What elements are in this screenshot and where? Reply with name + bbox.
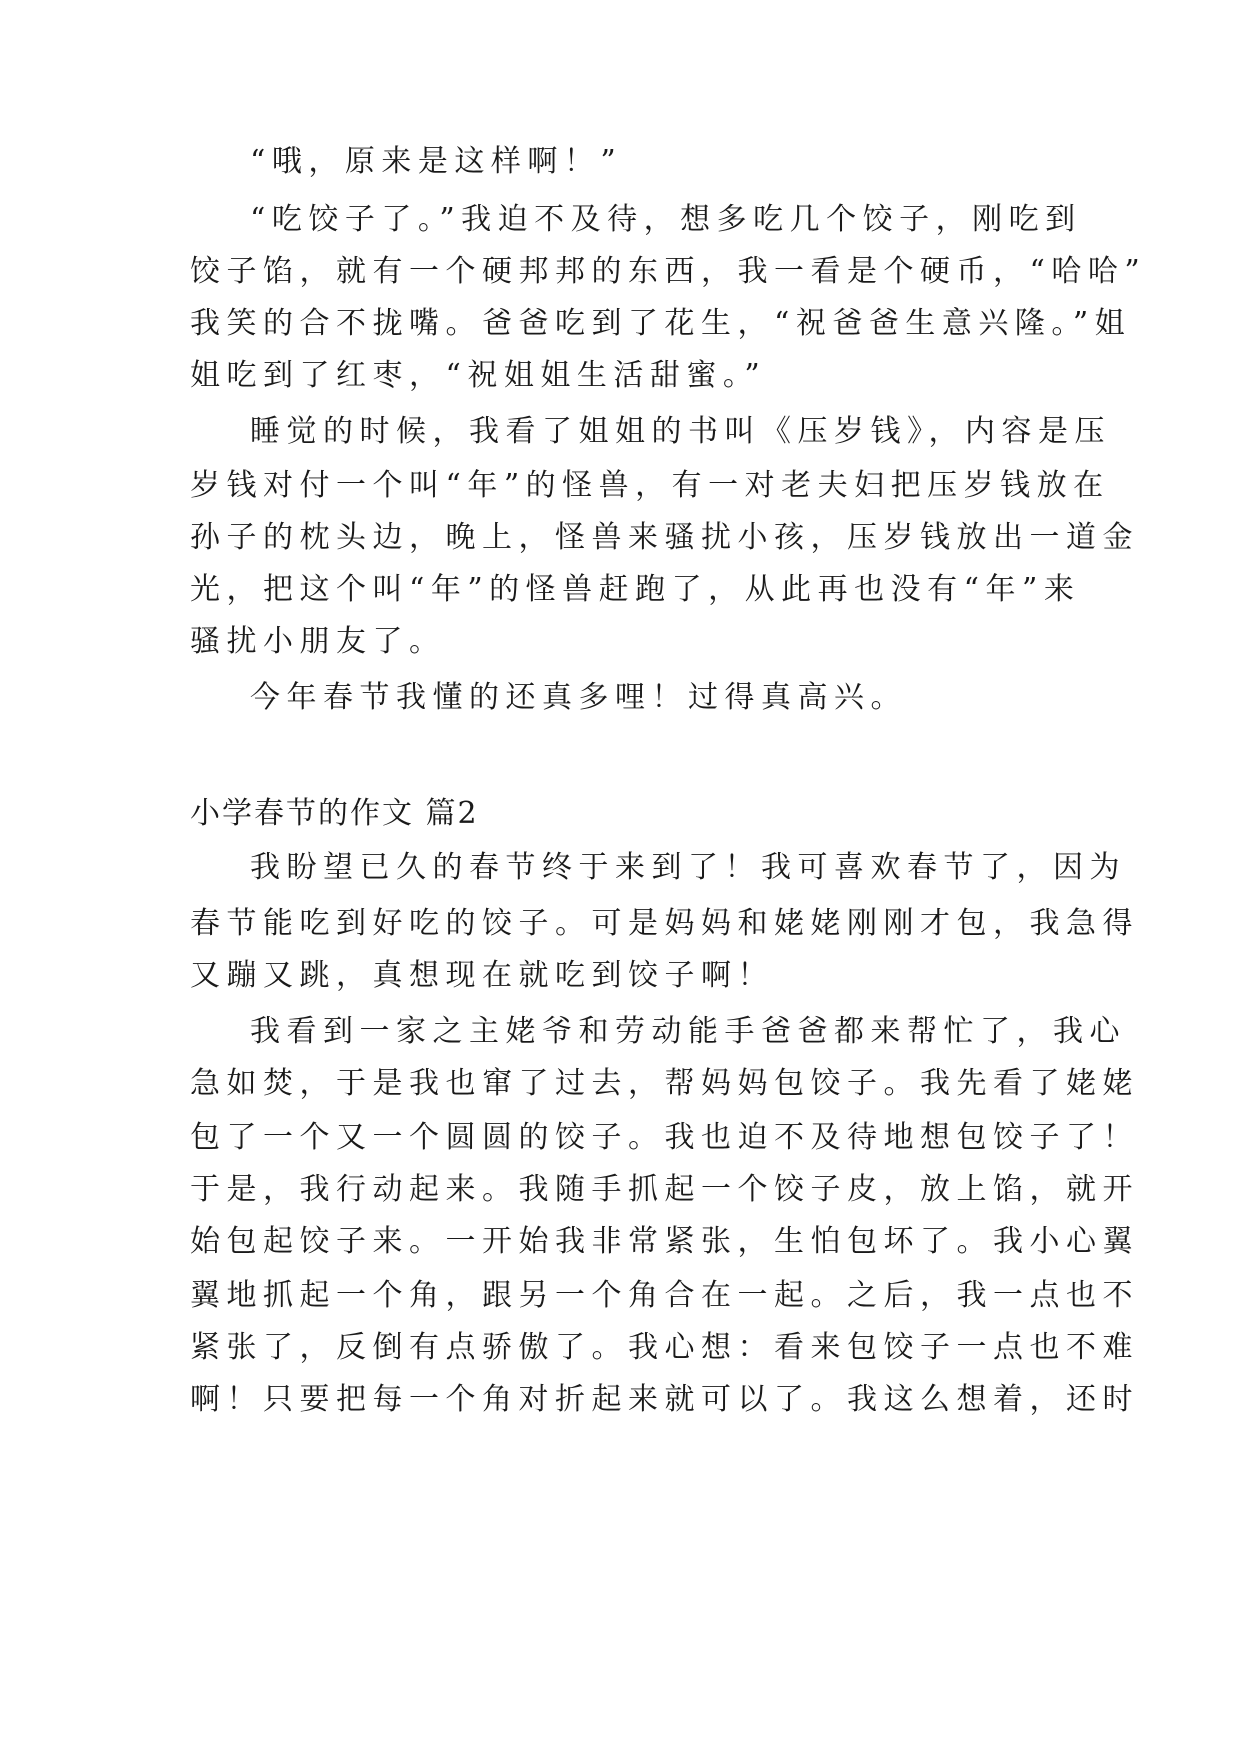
paragraph-line: 光，把这个叫“年”的怪兽赶跑了，从此再也没有“年”来 bbox=[190, 572, 1081, 607]
paragraph-line: 睡觉的时候，我看了姐姐的书叫《压岁钱》，内容是压 bbox=[250, 414, 1111, 449]
section-heading: 小学春节的作文 篇2 bbox=[190, 796, 479, 831]
paragraph-line: 始包起饺子来。一开始我非常紧张，生怕包坏了。我小心翼 bbox=[190, 1224, 1139, 1259]
paragraph-line: 啊！只要把每一个角对折起来就可以了。我这么想着，还时 bbox=[190, 1382, 1139, 1417]
paragraph-line: 骚扰小朋友了。 bbox=[190, 624, 446, 659]
paragraph-line: “吃饺子了。”我迫不及待，想多吃几个饺子，刚吃到 bbox=[250, 202, 1082, 237]
paragraph-line: 饺子馅，就有一个硬邦邦的东西，我一看是个硬币，“哈哈” bbox=[190, 254, 1147, 289]
paragraph-line: 春节能吃到好吃的饺子。可是妈妈和姥姥刚刚才包，我急得 bbox=[190, 906, 1139, 941]
paragraph-line: 于是，我行动起来。我随手抓起一个饺子皮，放上馅，就开 bbox=[190, 1172, 1139, 1207]
paragraph-line: 又蹦又跳，真想现在就吃到饺子啊！ bbox=[190, 958, 774, 993]
paragraph-line: 今年春节我懂的还真多哩！过得真高兴。 bbox=[250, 680, 907, 715]
paragraph-line: 我笑的合不拢嘴。爸爸吃到了花生，“祝爸爸生意兴隆。”姐 bbox=[190, 306, 1132, 341]
paragraph-line: “哦，原来是这样啊！” bbox=[250, 144, 623, 179]
paragraph-line: 包了一个又一个圆圆的饺子。我也迫不及待地想包饺子了！ bbox=[190, 1120, 1139, 1155]
paragraph-line: 姐吃到了红枣，“祝姐姐生活甜蜜。” bbox=[190, 358, 767, 393]
paragraph-line: 急如焚，于是我也窜了过去，帮妈妈包饺子。我先看了姥姥 bbox=[190, 1066, 1139, 1101]
paragraph-line: 岁钱对付一个叫“年”的怪兽，有一对老夫妇把压岁钱放在 bbox=[190, 468, 1110, 503]
paragraph-line: 紧张了，反倒有点骄傲了。我心想：看来包饺子一点也不难 bbox=[190, 1330, 1139, 1365]
paragraph-line: 我看到一家之主姥爷和劳动能手爸爸都来帮忙了，我心 bbox=[250, 1014, 1126, 1049]
paragraph-line: 我盼望已久的春节终于来到了！我可喜欢春节了，因为 bbox=[250, 850, 1126, 885]
paragraph-line: 翼地抓起一个角，跟另一个角合在一起。之后，我一点也不 bbox=[190, 1278, 1139, 1313]
paragraph-line: 孙子的枕头边，晚上，怪兽来骚扰小孩，压岁钱放出一道金 bbox=[190, 520, 1139, 555]
